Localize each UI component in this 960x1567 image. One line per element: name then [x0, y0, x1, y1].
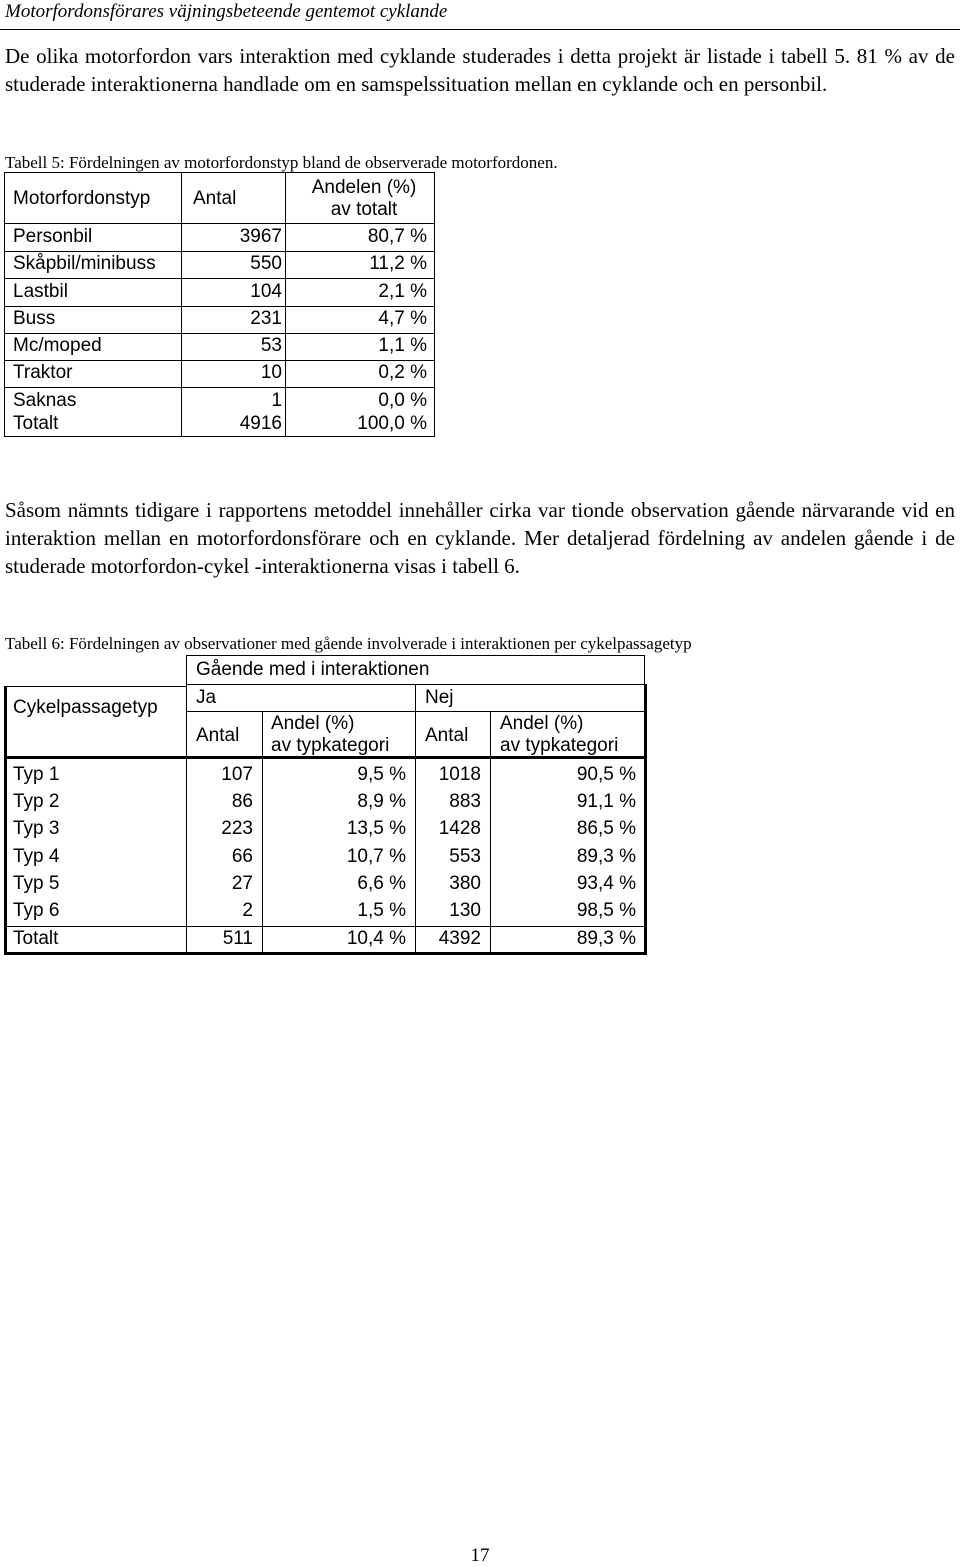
table6-header-group: Gående med i interaktionen: [196, 659, 430, 680]
table6-rule: [4, 952, 647, 955]
table6-row-yes-share: 10,7 %: [346, 846, 406, 867]
table5-row-type: Traktor: [13, 362, 73, 383]
table5-row-share: 0,2 %: [378, 362, 427, 383]
table6-rule: [186, 655, 645, 656]
paragraph-intro: De olika motorfordon vars interaktion med cyklande studerades i detta projekt är listade i tabell 5. 81 % av de studerade interaktionerna handlade om en samspelssituation mellan en cyklande och en personbil.: [5, 44, 955, 96]
table6-header-no: Nej: [425, 687, 454, 708]
table5-row-count: 4916: [239, 413, 282, 434]
table5-header-count: Antal: [193, 188, 237, 209]
table5-row-share: 80,7 %: [367, 226, 427, 247]
table6-caption: Tabell 6: Fördelningen av observationer med gående involverade i interaktionen per cykelpassagetyp: [5, 634, 692, 653]
table6-row-type: Typ 5: [13, 873, 60, 894]
table5-row-count: 10: [260, 362, 282, 383]
table6-row-type: Typ 2: [13, 791, 60, 812]
table6-row-yes-share: 10,4 %: [346, 928, 406, 949]
table6-row-no-share: 89,3 %: [576, 846, 636, 867]
table6-row-no-count: 380: [449, 873, 481, 894]
table6-row-no-share: 98,5 %: [576, 900, 636, 921]
table6-row-type: Typ 1: [13, 764, 60, 785]
table6-row-type: Typ 6: [13, 900, 60, 921]
table6-row-no-count: 130: [449, 900, 481, 921]
table6-row-no-count: 1018: [438, 764, 481, 785]
page-number: 17: [470, 1545, 490, 1566]
table6-row-no-count: 553: [449, 846, 481, 867]
table6-header-no-count: Antal: [425, 725, 469, 746]
table5-row-type: Skåpbil/minibuss: [13, 253, 156, 274]
table5-row-share: 1,1 %: [378, 335, 427, 356]
table5-row-type: Lastbil: [13, 281, 68, 302]
table5-row-share: 4,7 %: [378, 308, 427, 329]
table6-header-no-share: Andel (%): [500, 713, 584, 734]
table6-row-yes-count: 2: [242, 900, 253, 921]
table6-rule: [644, 655, 645, 685]
table5-row-type: Saknas: [13, 390, 77, 411]
table6-row-no-share: 91,1 %: [576, 791, 636, 812]
table6-row-yes-count: 511: [222, 928, 253, 949]
running-header: Motorfordonsförares väjningsbeteende gentemot cyklande: [5, 1, 448, 22]
table5-row-type: Mc/moped: [13, 335, 102, 356]
table6-row-type: Typ 4: [13, 846, 60, 867]
table5-row-share: 11,2 %: [369, 253, 427, 274]
table5-header-share: Andelen (%): [311, 177, 417, 198]
table6-row-yes-count: 86: [231, 791, 253, 812]
table5-row-share: 100,0 %: [357, 413, 427, 434]
table5-row-count: 53: [260, 335, 282, 356]
table6-header-yes-share: Andel (%): [271, 713, 355, 734]
table5-caption: Tabell 5: Fördelningen av motorfordonstyp bland de observerade motorfordonen.: [5, 153, 558, 172]
table6-row-yes-share: 8,9 %: [357, 791, 406, 812]
table5-header-share-sub: av totalt: [330, 199, 398, 220]
table5-row-share: 2,1 %: [378, 281, 427, 302]
table6-header-yes-count: Antal: [196, 725, 240, 746]
table5-row-type: Personbil: [13, 226, 93, 247]
table6-row-yes-share: 13,5 %: [346, 818, 406, 839]
table6-row-no-count: 883: [449, 791, 481, 812]
table5-row-count: 3967: [239, 226, 282, 247]
table6-header-no-share-sub: av typkategori: [500, 735, 619, 756]
table5-row-count: 104: [250, 281, 282, 302]
table6-row-yes-count: 223: [221, 818, 253, 839]
table5-row-count: 1: [271, 390, 282, 411]
table6-row-yes-share: 1,5 %: [357, 900, 406, 921]
table6-row-no-count: 4392: [438, 928, 481, 949]
table6-rule: [4, 686, 7, 955]
table6-row-type: Typ 3: [13, 818, 60, 839]
table6-rule: [644, 684, 647, 955]
table5-row-share: 0,0 %: [378, 390, 427, 411]
table6-row-type: Totalt: [13, 928, 59, 949]
table6-row-yes-share: 6,6 %: [357, 873, 406, 894]
table5-row-count: 550: [250, 253, 282, 274]
table6-rule: [4, 926, 647, 927]
table6-header-yes: Ja: [196, 687, 217, 708]
table6-row-no-share: 89,3 %: [576, 928, 636, 949]
table6-row-yes-share: 9,5 %: [357, 764, 406, 785]
table5-header-type: Motorfordonstyp: [13, 188, 151, 209]
table6-row-yes-count: 66: [231, 846, 253, 867]
table6-row-no-share: 93,4 %: [576, 873, 636, 894]
table6-rule: [4, 686, 186, 687]
table6-row-no-share: 86,5 %: [576, 818, 636, 839]
table6-header-yes-share-sub: av typkategori: [271, 735, 390, 756]
table6-row-yes-count: 27: [231, 873, 253, 894]
paragraph-pedestrians: Såsom nämnts tidigare i rapportens metoddel innehåller cirka var tionde observation gående närvarande vid en interaktion mellan en motorfordonsförare och en cyklande. Mer detaljerad fördelning av andelen gående i de studerade motorfordon-cykel -interaktionerna visas i tabell 6.: [5, 498, 955, 578]
table6-row-no-count: 1428: [438, 818, 481, 839]
table6-header-type: Cykelpassagetyp: [13, 697, 158, 718]
table5-row-type: Totalt: [13, 413, 59, 434]
table5-row-count: 231: [250, 308, 282, 329]
table6-row-no-share: 90,5 %: [576, 764, 636, 785]
table6-row-yes-count: 107: [221, 764, 253, 785]
table5-row-type: Buss: [13, 308, 56, 329]
